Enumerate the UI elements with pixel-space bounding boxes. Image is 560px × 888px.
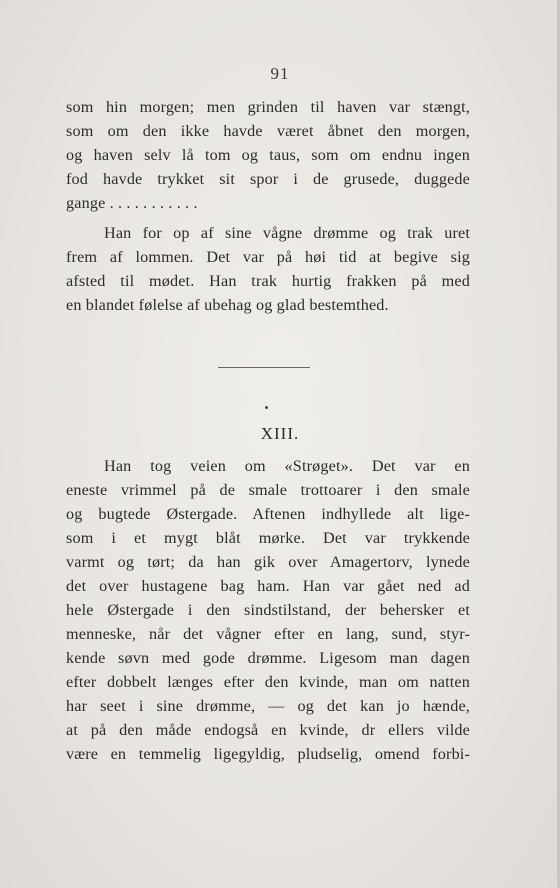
text-line: Han for op af sine vågne drømme og trak uret xyxy=(104,224,470,242)
paragraph-3 xyxy=(66,454,470,766)
text-line: efter dobbelt længes efter den kvinde, man om natten xyxy=(66,673,470,691)
section-heading: XIII. xyxy=(260,424,300,443)
text-line: som om den ikke havde været åbnet den morgen, xyxy=(66,122,470,140)
text-line: har seet i sine drømme, — og det kan jo hænde, xyxy=(66,697,470,715)
text-line: og haven selv lå tom og taus, som om endnu ingen xyxy=(66,146,470,164)
print-speck xyxy=(265,406,268,409)
text-line: være en temmelig ligegyldig, pludselig, omend forbi- xyxy=(66,745,470,763)
section-divider xyxy=(218,367,310,368)
text-line: en blandet følelse af ubehag og glad bestemthed. xyxy=(66,296,389,314)
paragraph-1 xyxy=(66,95,470,215)
text-line: at på den måde endogså en kvinde, dr ellers vilde xyxy=(66,721,470,739)
text-line: varmt og tørt; da han gik over Amagertorv, lynede xyxy=(66,553,470,571)
text-line: Han tog veien om «Strøget». Det var en xyxy=(104,457,470,475)
text-line: frem af lommen. Det var på høi tid at begive sig xyxy=(66,248,470,266)
text-line: fod havde trykket sit spor i de grusede, duggede xyxy=(66,170,470,188)
page-number: 91 xyxy=(270,64,290,83)
text-line: menneske, når det vågner efter en lang, sund, styr- xyxy=(66,625,470,643)
text-line: gange . . . . . . . . . . . xyxy=(66,194,198,212)
text-line: afsted til mødet. Han trak hurtig frakken på med xyxy=(66,272,470,290)
text-line: og bugtede Østergade. Aftenen indhyllede alt lige- xyxy=(66,505,470,523)
text-line: hele Østergade i den sindstilstand, der behersker et xyxy=(66,601,470,619)
text-line: kende søvn med gode drømme. Ligesom man dagen xyxy=(66,649,470,667)
text-line: eneste vrimmel på de smale trottoarer i den smale xyxy=(66,481,470,499)
text-line: det over hustagene bag ham. Han var gået ned ad xyxy=(66,577,470,595)
text-line: som hin morgen; men grinden til haven var stængt, xyxy=(66,98,470,116)
text-line: som i et mygt blåt mørke. Det var trykkende xyxy=(66,529,470,547)
paragraph-2 xyxy=(66,221,470,317)
